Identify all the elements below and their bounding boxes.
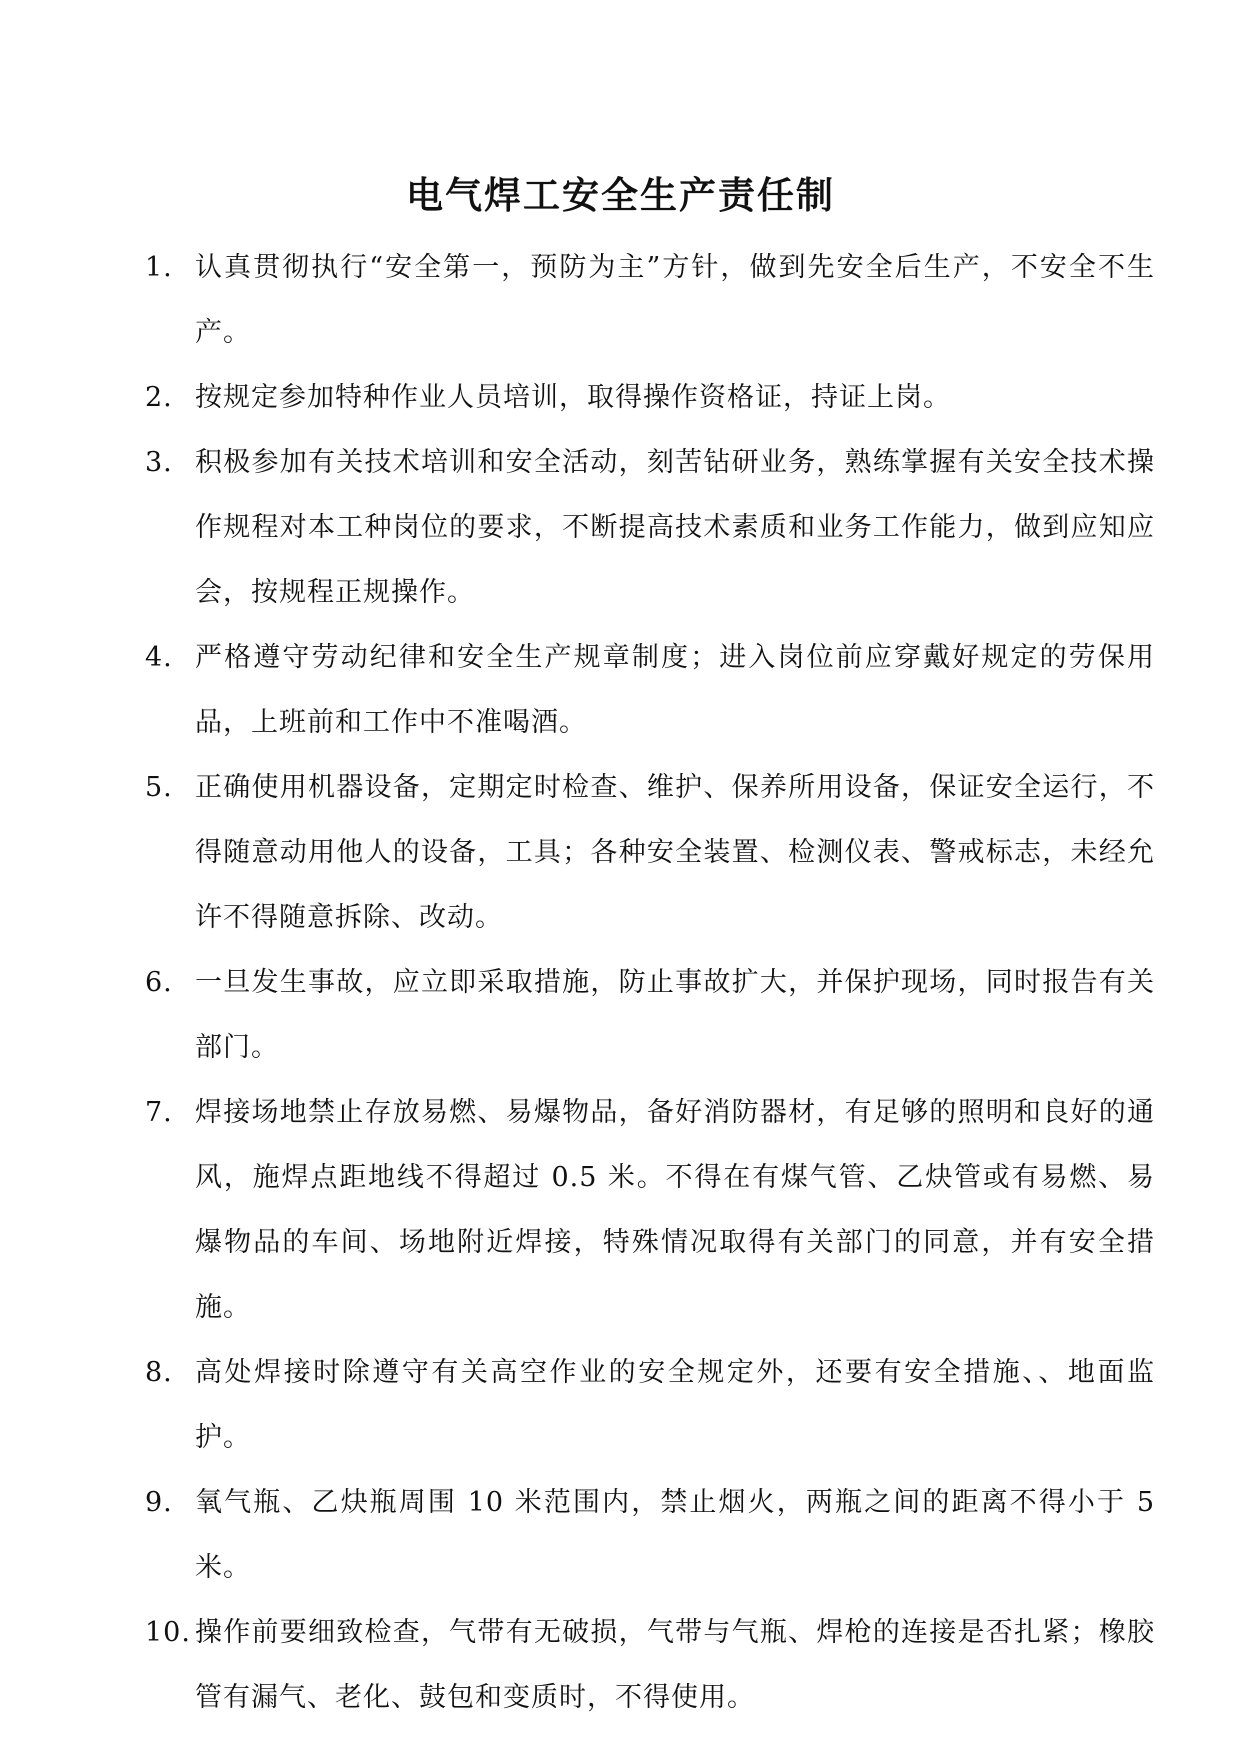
- list-item: [145, 950, 1155, 1080]
- list-item: [145, 365, 1155, 430]
- list-item: [145, 1600, 1155, 1730]
- item-text: 正确使用机器设备，定期定时检查、维护、保养所用设备，保证安全运行，不得随意动用他人的设备，工具；各种安全装置、检测仪表、警戒标志，未经允许不得随意拆除、改动。: [195, 772, 1155, 933]
- item-text: 操作前要细致检查，气带有无破损，气带与气瓶、焊枪的连接是否扎紧；橡胶管有漏气、老化、鼓包和变质时，不得使用。: [195, 1617, 1155, 1713]
- item-number: 1.: [145, 252, 173, 283]
- document-title: 电气焊工安全生产责任制: [406, 173, 835, 217]
- item-number: 5.: [145, 772, 173, 803]
- list-item: [145, 755, 1155, 950]
- list-item: [145, 430, 1155, 625]
- list-item: [145, 625, 1155, 755]
- responsibility-list: [145, 235, 1155, 1730]
- item-text: 氧气瓶、乙炔瓶周围 10 米范围内，禁止烟火，两瓶之间的距离不得小于 5 米。: [195, 1487, 1155, 1583]
- item-number: 6.: [145, 967, 173, 998]
- item-number: 4.: [145, 642, 173, 673]
- item-number: 7.: [145, 1097, 173, 1128]
- list-item: [145, 1340, 1155, 1470]
- item-text: 认真贯彻执行“安全第一，预防为主”方针，做到先安全后生产，不安全不生产。: [195, 252, 1155, 348]
- item-text: 一旦发生事故，应立即采取措施，防止事故扩大，并保护现场，同时报告有关部门。: [195, 967, 1155, 1063]
- item-number: 9.: [145, 1487, 173, 1518]
- item-number: 2.: [145, 382, 173, 413]
- item-number: 8.: [145, 1357, 173, 1388]
- item-text: 严格遵守劳动纪律和安全生产规章制度；进入岗位前应穿戴好规定的劳保用品，上班前和工作中不准喝酒。: [195, 642, 1155, 738]
- list-item: [145, 1470, 1155, 1600]
- item-text: 按规定参加特种作业人员培训，取得操作资格证，持证上岗。: [195, 382, 951, 413]
- list-item: [145, 235, 1155, 365]
- item-number: 10.: [145, 1617, 191, 1648]
- item-text: 积极参加有关技术培训和安全活动，刻苦钻研业务，熟练掌握有关安全技术操作规程对本工种岗位的要求，不断提高技术素质和业务工作能力，做到应知应会，按规程正规操作。: [195, 447, 1155, 608]
- item-text: 高处焊接时除遵守有关高空作业的安全规定外，还要有安全措施、、地面监护。: [195, 1357, 1155, 1453]
- item-text: 焊接场地禁止存放易燃、易爆物品，备好消防器材，有足够的照明和良好的通风，施焊点距地线不得超过 0.5 米。不得在有煤气管、乙炔管或有易燃、易爆物品的车间、场地附近焊接，特殊情况取得有关部门的同意，并有安全措施。: [195, 1097, 1155, 1323]
- item-number: 3.: [145, 447, 173, 478]
- list-item: [145, 1080, 1155, 1340]
